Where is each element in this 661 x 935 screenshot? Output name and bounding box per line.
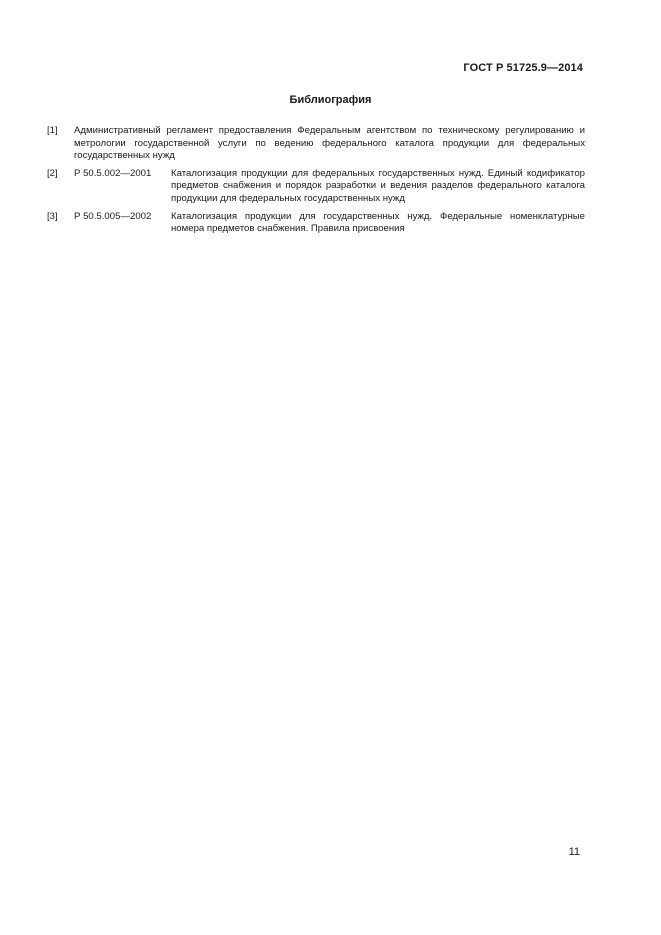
reference-code: Р 50.5.005—2002 (74, 210, 152, 222)
bibliography-title: Библиография (289, 94, 372, 106)
reference-item-2 (47, 168, 585, 206)
page-number: 11 (568, 846, 580, 858)
reference-number: [3] (47, 210, 58, 222)
reference-code: Р 50.5.002—2001 (74, 167, 152, 179)
reference-item-1 (47, 125, 585, 163)
reference-text: Каталогизация продукции для федеральных государственных нужд. Единый кодификатор предметов снабжения и порядок разработки и ведения разделов федерального каталога продукции для федеральных государственных нужд (171, 167, 585, 204)
reference-number: [1] (47, 125, 58, 136)
reference-text: Административный регламент предоставления Федеральным агентством по техническому регулированию и метрологии государственной услуги по ведению федерального каталога продукции для федеральных государственных нужд (74, 125, 585, 162)
reference-item-3 (47, 211, 585, 236)
bibliography-list (47, 125, 585, 241)
standard-code: ГОСТ Р 51725.9—2014 (463, 62, 583, 74)
reference-text: Каталогизация продукции для государственных нужд. Федеральные номенклатурные номера предметов снабжения. Правила присвоения (171, 210, 585, 235)
reference-number: [2] (47, 167, 58, 179)
